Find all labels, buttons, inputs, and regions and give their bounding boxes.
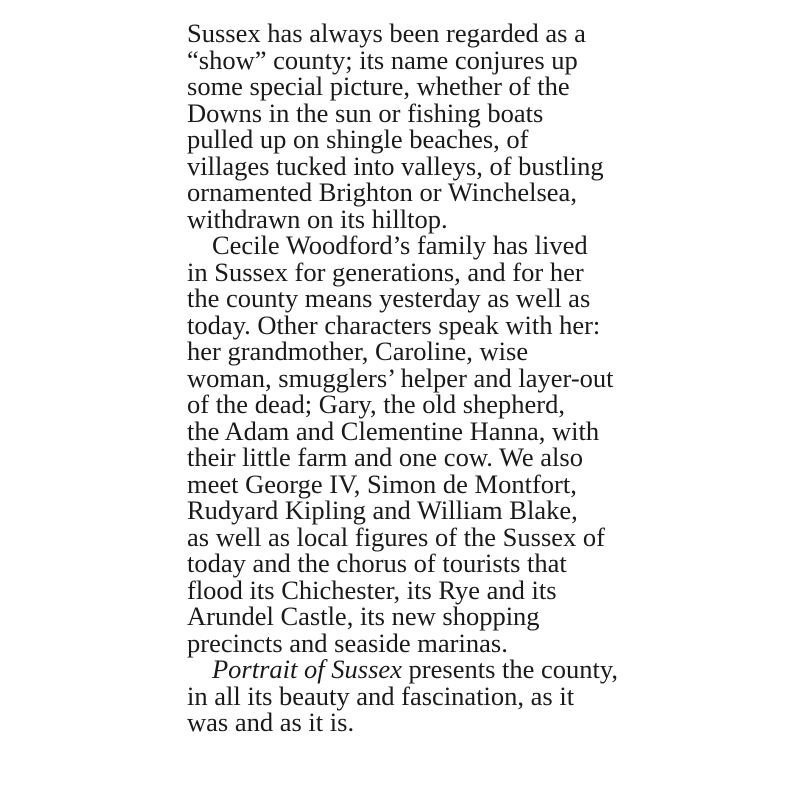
text-line: pulled up on shingle beaches, of bbox=[187, 124, 529, 154]
text-line: woman, smugglers’ helper and layer-out bbox=[187, 362, 614, 393]
text-line: meet George IV, Simon de Montfort, bbox=[187, 468, 577, 499]
text-line: Sussex has always been regarded as a bbox=[187, 18, 586, 48]
text-line: Rudyard Kipling and William Blake, bbox=[187, 495, 578, 525]
text-line: today. Other characters speak with her: bbox=[187, 309, 601, 340]
text-line: villages tucked into valleys, of bustling bbox=[187, 150, 604, 181]
text-line: her grandmother, Caroline, wise bbox=[187, 336, 529, 366]
text-line: flood its Chichester, its Rye and its bbox=[187, 574, 557, 605]
text-line: the county means yesterday as well as bbox=[187, 283, 591, 313]
text-line: was and as it is. bbox=[187, 707, 355, 737]
text-line: “show” county; its name conjures up bbox=[187, 44, 578, 75]
text-line: in all its beauty and fascination, as it bbox=[187, 680, 575, 711]
text-line: as well as local figures of the Sussex of bbox=[187, 521, 606, 552]
text-line: Downs in the sun or fishing boats bbox=[187, 97, 544, 128]
paragraph-3 bbox=[187, 656, 627, 736]
blurb-text bbox=[187, 20, 627, 736]
paragraph-2 bbox=[187, 232, 627, 656]
text-line: some special picture, whether of the bbox=[187, 71, 570, 101]
text-line: their little farm and one cow. We also bbox=[187, 442, 583, 472]
text-line: precincts and seaside marinas. bbox=[187, 627, 508, 658]
text-line: in Sussex for generations, and for her bbox=[187, 256, 584, 287]
text-line: withdrawn on its hilltop. bbox=[187, 203, 448, 234]
text-fragment: presents the county, bbox=[401, 654, 619, 684]
text-line: ornamented Brighton or Winchelsea, bbox=[187, 177, 577, 207]
paragraph-1 bbox=[187, 20, 627, 232]
text-line bbox=[187, 656, 627, 683]
book-title: Portrait of Sussex bbox=[212, 654, 402, 684]
text-line: today and the chorus of tourists that bbox=[187, 548, 567, 578]
text-line: of the dead; Gary, the old shepherd, bbox=[187, 389, 565, 419]
text-line: Cecile Woodford’s family has lived bbox=[212, 230, 588, 260]
text-line: the Adam and Clementine Hanna, with bbox=[187, 415, 600, 446]
text-line: Arundel Castle, its new shopping bbox=[187, 601, 540, 631]
